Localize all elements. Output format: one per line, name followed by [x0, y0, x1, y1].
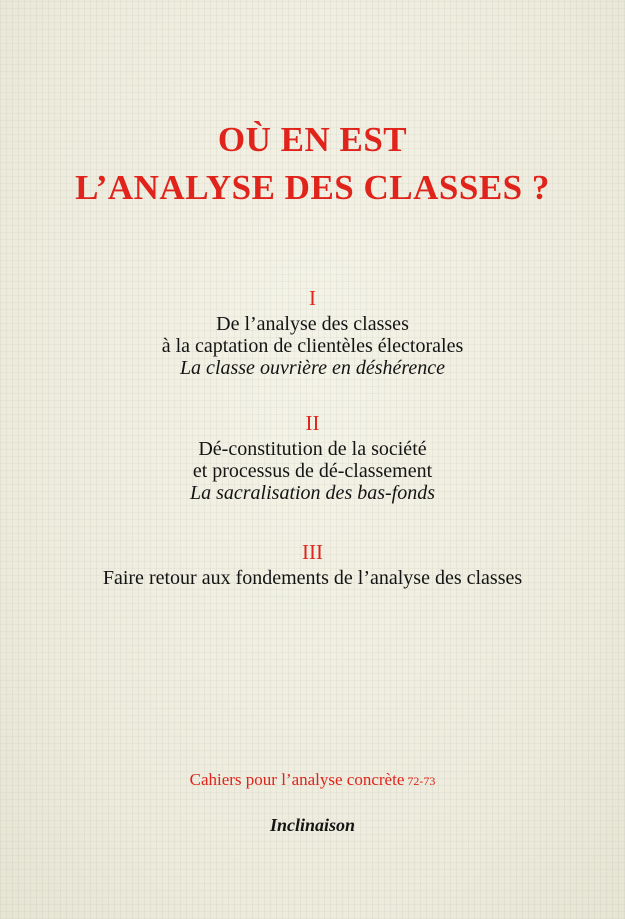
title-line-2: L’ANALYSE DES CLASSES ? — [75, 168, 550, 207]
section-2-numeral: II — [305, 411, 320, 435]
section-1-subtitle: La classe ouvrière en déshérence — [179, 357, 446, 379]
section-2-line-2: et processus de dé-classement — [192, 460, 433, 482]
section-1-line-2: à la captation de clientèles électorales — [161, 335, 464, 357]
section-2-subtitle: La sacralisation des bas-fonds — [189, 482, 436, 504]
section-1-line-1: De l’analyse des classes — [216, 313, 409, 335]
series-name — [0, 770, 625, 791]
book-title — [0, 116, 625, 212]
section-2-line-1: Dé-constitution de la société — [198, 438, 427, 460]
series-issue-number: 72-73 — [407, 774, 436, 788]
section-3-numeral: III — [302, 540, 323, 564]
section-1 — [0, 287, 625, 379]
section-3-line-1: Faire retour aux fondements de l’analyse des classes — [102, 567, 523, 589]
series-title: Cahiers pour l’analyse concrète — [189, 770, 405, 789]
section-1-numeral: I — [309, 286, 316, 310]
title-line-1: OÙ EN EST — [217, 120, 408, 159]
section-3 — [0, 541, 625, 589]
publisher-name: Inclinaison — [269, 815, 356, 835]
section-2 — [0, 412, 625, 504]
